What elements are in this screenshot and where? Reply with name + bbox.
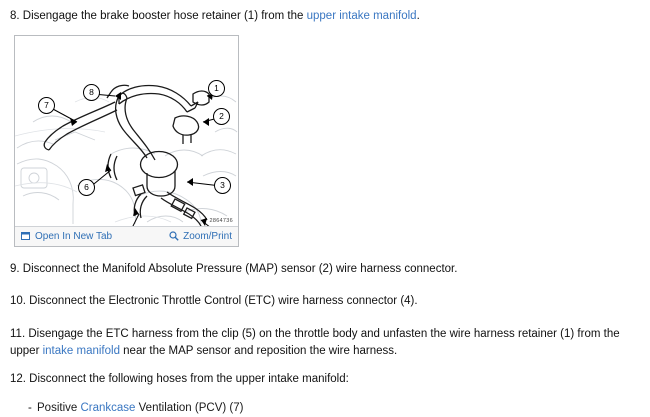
figure-callout-1: 1 [208,80,225,97]
open-in-new-tab-label: Open In New Tab [35,230,113,242]
step-11-text-post: near the MAP sensor and reposition the wire harness. [119,344,398,357]
figure-toolbar [15,226,238,246]
figure-callout-8: 8 [83,84,100,101]
figure-callout-3: 3 [214,177,231,194]
engine-diagram-svg [15,36,238,226]
step-12-sublist [28,400,640,417]
step-8-text-pre: 8. Disengage the brake booster hose retainer (1) from the [10,10,307,22]
link-crankcase[interactable]: Crankcase [80,402,136,415]
figure-image-number: 2864736 [209,217,233,224]
figure-callout-6: 6 [78,179,95,196]
figure-callout-7: 7 [38,97,55,114]
new-window-icon [21,231,31,241]
zoom-print-label: Zoom/Print [183,230,232,242]
figure-image[interactable] [15,36,238,226]
step-12a-text-post: Ventilation (PCV) (7) [135,402,244,415]
step-8 [10,8,640,25]
step-10: 10. Disconnect the Electronic Throttle Control (ETC) wire harness connector (4). [10,295,418,308]
step-9: 9. Disconnect the Manifold Absolute Pressure (MAP) sensor (2) wire harness connector. [10,262,458,275]
step-12: 12. Disconnect the following hoses from the upper intake manifold: [10,373,349,386]
figure-container [14,35,239,247]
step-11-text-pre: 11. Disengage the ETC harness from the clip (5) on the throttle body and unfasten the wire harness retainer (1) from the upper [10,328,620,357]
step-8-text-post: . [416,10,420,22]
step-12a-text-pre: Positive [37,402,81,415]
figure-callout-2: 2 [213,108,230,125]
zoom-print-button[interactable] [169,231,232,242]
step-11 [10,326,640,359]
link-intake-manifold[interactable]: intake manifold [42,344,120,357]
magnifier-icon [169,231,179,241]
link-upper-intake-manifold[interactable]: upper intake manifold [306,10,417,22]
list-item [28,400,640,417]
open-in-new-tab-button[interactable] [21,231,112,242]
